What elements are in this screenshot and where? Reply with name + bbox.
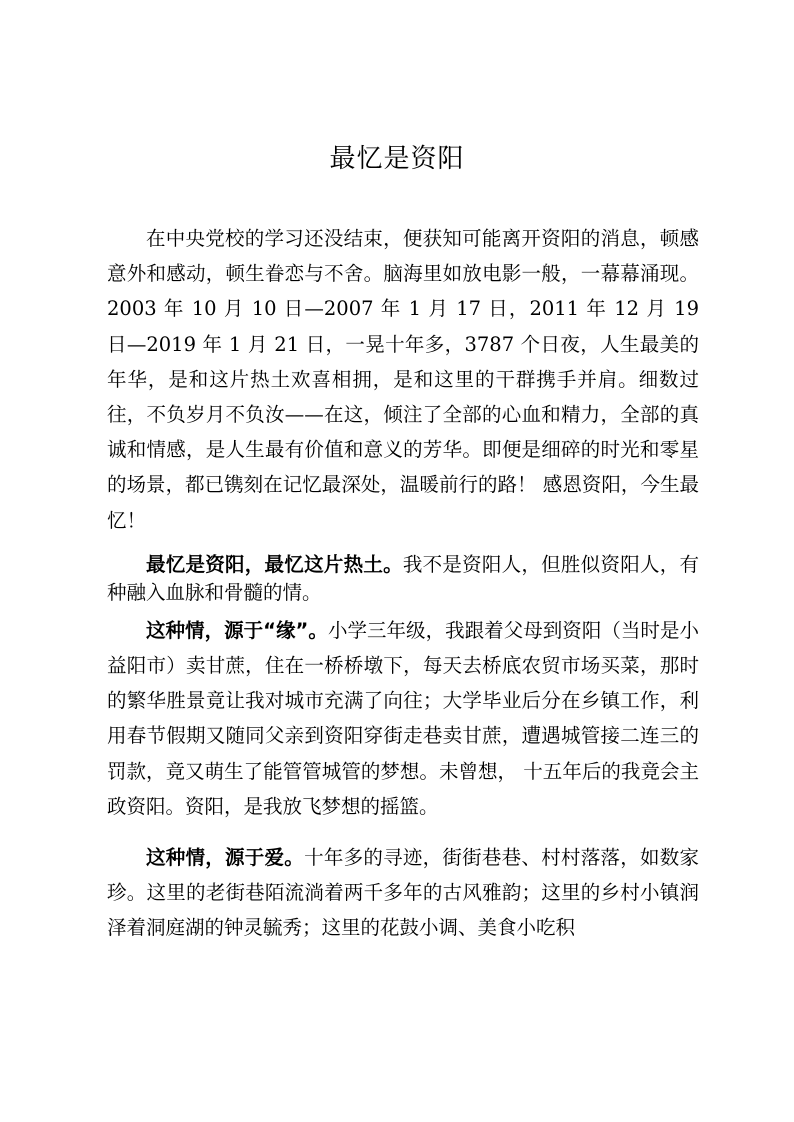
paragraph-text: 小学三年级，我跟着父母到资阳（当时是小益阳市）卖甘蔗，住在一桥桥墩下，每天去桥底农贸市场买菜，那时的繁华胜景竟让我对城市充满了向往；大学毕业后分在乡镇工作，利用春节假期又随同父亲到资阳穿街走巷卖甘蔗，遭遇城管接二连三的罚款，竟又萌生了能管管城管的梦想。未曾想， 十五年后的我竟会主政资阳。资阳，是我放飞梦想的摇篮。	[107, 618, 699, 818]
paragraph-most-missed	[107, 551, 699, 607]
document-body	[107, 221, 699, 946]
paragraph-love	[107, 840, 699, 946]
paragraph-lead: 这种情，源于“缘”。	[146, 618, 328, 642]
paragraph-text: 我不是资阳人，但胜似资阳人，有种融入血脉和骨髓的情。	[107, 552, 699, 604]
paragraph-text: 在中央党校的学习还没结束，便获知可能离开资阳的消息，顿感意外和感动，顿生眷恋与不舍。脑海里如放电影一般，一幕幕涌现。2003 年 10 月 10 日—2007 年 1 月 17 日，2011 年 12 月 19 日—2019 年 1 月 21 日，一晃十年多，3787 个日夜，人生最美的年华，是和这片热土欢喜相拥，是和这里的干群携手并肩。细数过往，不负岁月不负汝——在这，倾注了全部的心血和精力，全部的真诚和情感，是人生最有价值和意义的芳华。即便是细碎的时光和零星的场景，都已镌刻在记忆最深处，温暖前行的路！ 感恩资阳，今生最忆！	[107, 227, 699, 532]
paragraph-text: 十年多的寻迹，街街巷巷、村村落落，如数家珍。这里的老街巷陌流淌着两千多年的古风雅韵；这里的乡村小镇润泽着洞庭湖的钟灵毓秀；这里的花鼓小调、美食小吃积	[107, 846, 699, 940]
paragraph-intro	[107, 221, 699, 538]
paragraph-fate	[107, 613, 699, 824]
paragraph-lead: 这种情，源于爱。	[146, 846, 305, 870]
paragraph-lead: 最忆是资阳，最忆这片热土。	[146, 552, 403, 576]
document-title: 最忆是资阳	[329, 144, 465, 174]
